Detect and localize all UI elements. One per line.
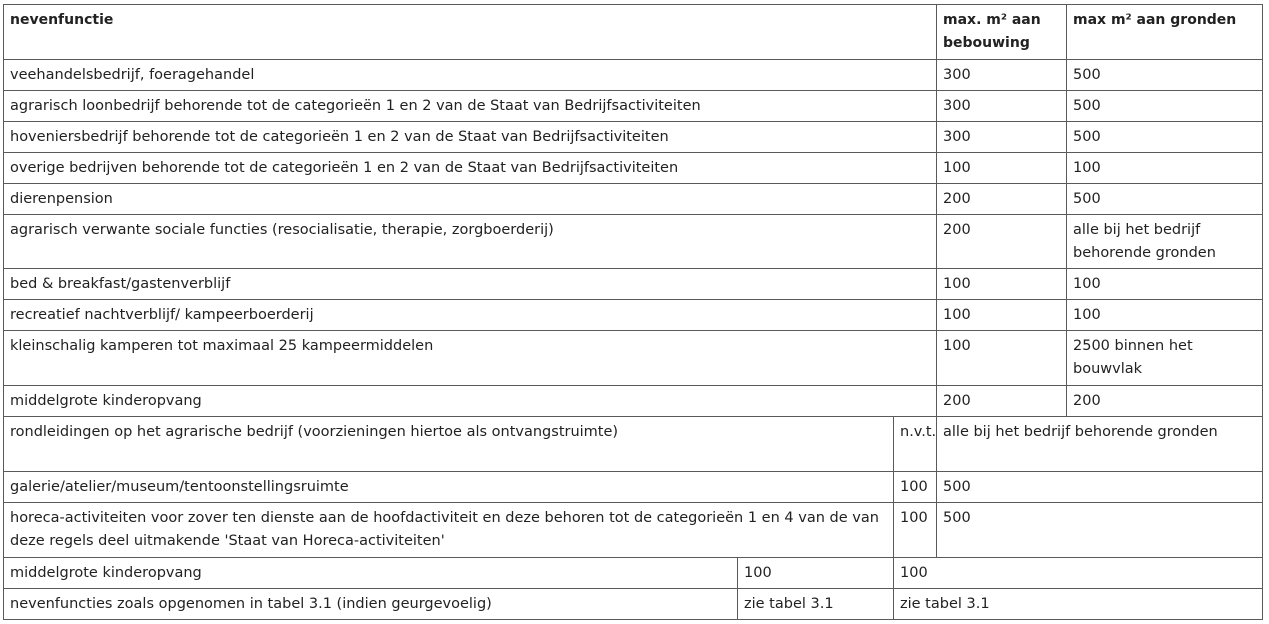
- row-gronden: alle bij het bedrijf behorende gronden: [1066, 214, 1263, 269]
- row-name: overige bedrijven behorende tot de categorieën 1 en 2 van de Staat van Bedrijfsactiviteiten: [3, 152, 937, 184]
- row-bebouwing: n.v.t.: [893, 416, 937, 472]
- header-max-bebouwing: max. m² aan bebouwing: [936, 4, 1067, 60]
- header-nevenfunctie: nevenfunctie: [3, 4, 937, 60]
- row-name: dierenpension: [3, 183, 937, 215]
- row-bebouwing: 300: [936, 59, 1067, 91]
- row-bebouwing: 100: [936, 330, 1067, 386]
- row-bebouwing: 300: [936, 121, 1067, 153]
- row-name: agrarisch loonbedrijf behorende tot de categorieën 1 en 2 van de Staat van Bedrijfsactiviteiten: [3, 90, 937, 122]
- row-bebouwing: 200: [936, 183, 1067, 215]
- row-gronden: 500: [1066, 183, 1263, 215]
- row-bebouwing: 100: [893, 502, 937, 558]
- row-bebouwing: 100: [737, 557, 894, 589]
- row-bebouwing: 100: [936, 268, 1067, 300]
- row-name: middelgrote kinderopvang: [3, 557, 738, 589]
- row-gronden: 2500 binnen het bouwvlak: [1066, 330, 1263, 386]
- row-bebouwing: zie tabel 3.1: [737, 588, 894, 620]
- row-gronden: 500: [1066, 59, 1263, 91]
- row-bebouwing: 200: [936, 214, 1067, 269]
- row-bebouwing: 100: [936, 152, 1067, 184]
- row-gronden: 500: [936, 502, 1263, 558]
- row-name: rondleidingen op het agrarische bedrijf (voorzieningen hiertoe als ontvangstruimte): [3, 416, 894, 472]
- row-bebouwing: 300: [936, 90, 1067, 122]
- row-name: horeca-activiteiten voor zover ten dienste aan de hoofdactiviteit en deze behoren tot de categorieën 1 en 4 van de van deze regels deel uitmakende 'Staat van Horeca-activiteiten': [3, 502, 894, 558]
- row-gronden: 200: [1066, 385, 1263, 417]
- row-bebouwing: 100: [893, 471, 937, 503]
- row-gronden: 100: [1066, 268, 1263, 300]
- row-name: kleinschalig kamperen tot maximaal 25 kampeermiddelen: [3, 330, 937, 386]
- row-gronden: 100: [893, 557, 1263, 589]
- row-gronden: zie tabel 3.1: [893, 588, 1263, 620]
- row-name: nevenfuncties zoals opgenomen in tabel 3.1 (indien geurgevoelig): [3, 588, 738, 620]
- row-name: galerie/atelier/museum/tentoonstellingsruimte: [3, 471, 894, 503]
- row-name: recreatief nachtverblijf/ kampeerboerderij: [3, 299, 937, 331]
- header-max-gronden: max m² aan gronden: [1066, 4, 1263, 60]
- row-name: agrarisch verwante sociale functies (resocialisatie, therapie, zorgboerderij): [3, 214, 937, 269]
- row-gronden: 100: [1066, 152, 1263, 184]
- row-gronden: 500: [1066, 121, 1263, 153]
- row-name: hoveniersbedrijf behorende tot de categorieën 1 en 2 van de Staat van Bedrijfsactiviteiten: [3, 121, 937, 153]
- row-gronden: 100: [1066, 299, 1263, 331]
- row-name: middelgrote kinderopvang: [3, 385, 937, 417]
- row-bebouwing: 100: [936, 299, 1067, 331]
- row-name: bed & breakfast/gastenverblijf: [3, 268, 937, 300]
- row-gronden: 500: [936, 471, 1263, 503]
- row-name: veehandelsbedrijf, foeragehandel: [3, 59, 937, 91]
- row-gronden: alle bij het bedrijf behorende gronden: [936, 416, 1263, 472]
- row-gronden: 500: [1066, 90, 1263, 122]
- row-bebouwing: 200: [936, 385, 1067, 417]
